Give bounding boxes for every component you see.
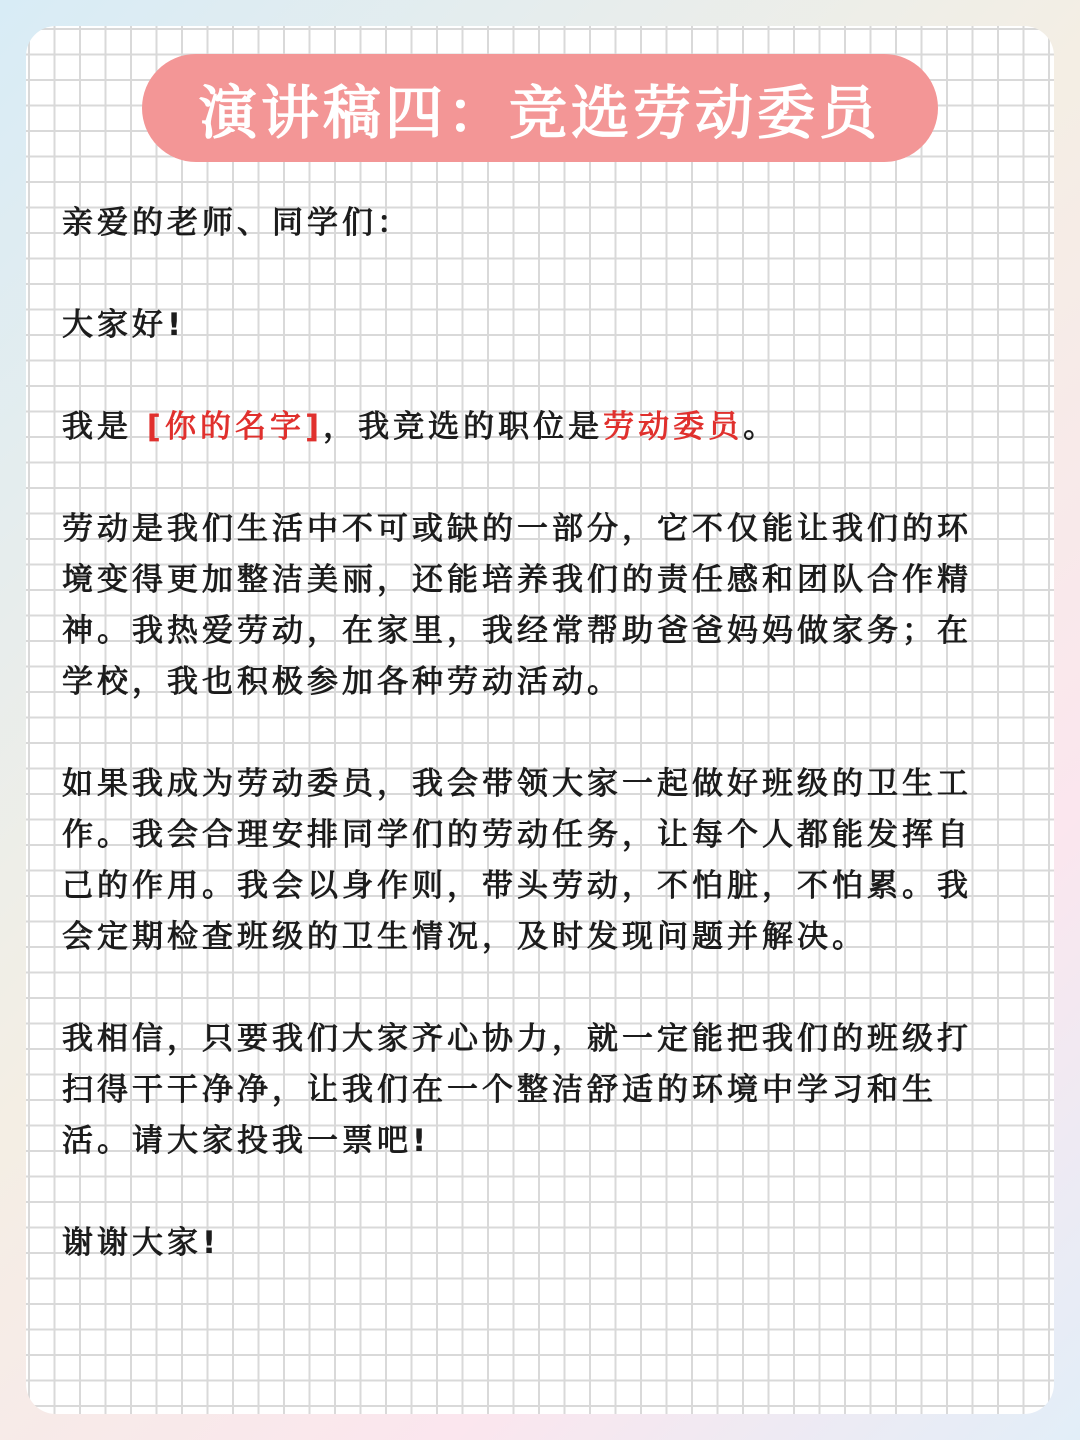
paragraph-appeal: 我相信，只要我们大家齐心协力，就一定能把我们的班级打扫得干干净净，让我们在一个整洁舒适的环境中学习和生活。请大家投我一票吧! [62,1021,972,1159]
speech-body [62,198,992,1320]
paragraph-why-labor: 劳动是我们生活中不可或缺的一部分，它不仅能让我们的环境变得更加整洁美丽，还能培养我们的责任感和团队合作精神。我热爱劳动，在家里，我经常帮助爸爸妈妈做家务；在学校，我也积极参加各种劳动活动。 [62,511,972,700]
title-banner [142,54,938,162]
intro-line [62,402,992,453]
position-name: 劳动委员 [603,409,744,445]
page-title: 演讲稿四：竞选劳动委员 [198,79,881,147]
intro-suffix: 。 [743,409,779,445]
hello-line: 大家好! [62,307,186,343]
intro-middle: ，我竞选的职位是 [323,409,604,445]
greeting-line: 亲爱的老师、同学们： [62,205,412,241]
grid-paper-card [26,26,1054,1414]
intro-prefix: 我是 [62,409,147,445]
paragraph-plans: 如果我成为劳动委员，我会带领大家一起做好班级的卫生工作。我会合理安排同学们的劳动任务，让每个人都能发挥自己的作用。我会以身作则，带头劳动，不怕脏，不怕累。我会定期检查班级的卫生情况，及时发现问题并解决。 [62,766,972,955]
closing-line: 谢谢大家! [62,1225,221,1261]
name-placeholder: [你的名字] [146,409,324,445]
